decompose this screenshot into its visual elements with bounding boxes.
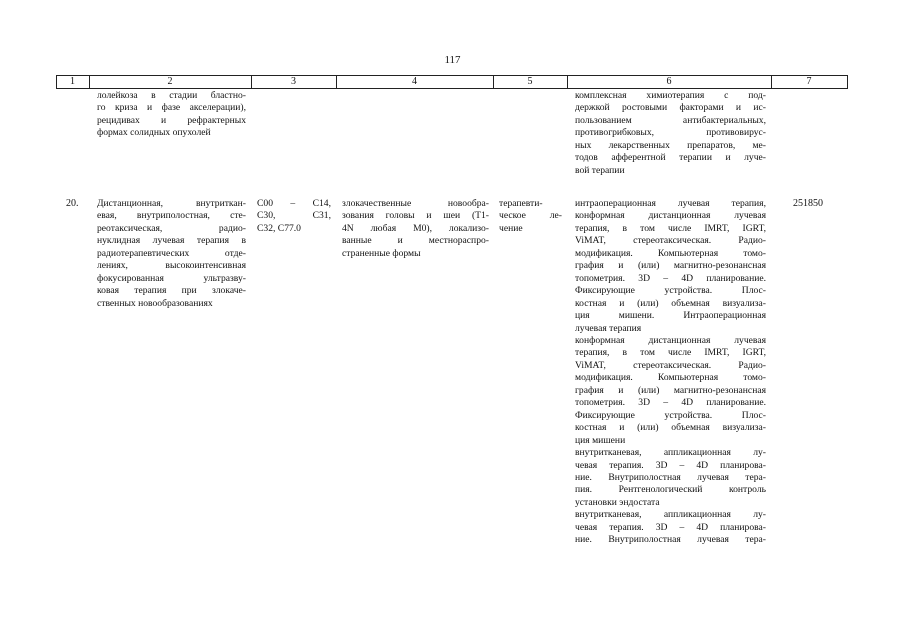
cell-line: C30, C31, [257,210,331,222]
cell-line: евая, внутриполостная, сте- [97,210,246,222]
cell-line: терапия, в том числе IMRT, IGRT, [575,347,766,359]
cell-line: лолейкоза в стадии бластно- [97,90,246,101]
row20-method-cell [575,198,766,547]
column-number-3: 3 [291,76,296,87]
column-number-6: 6 [666,76,672,87]
cell-line: графия и (или) магнитно-резонансная [575,260,766,272]
cell-line: C00 – C14, [257,198,331,209]
cell-line: ческое ле- [499,210,562,222]
cell-line: внутритканевая, аппликационная лу- [575,447,766,459]
cell-line: установки эндостата [575,496,660,508]
column-number-4: 4 [412,76,417,87]
row20-model-cell [342,198,489,260]
cell-line: пия. Рентгенологический контроль [575,484,766,496]
cell-line: противогрибковых, противовирус- [575,127,766,139]
cell-line: модификация. Компьютерная томо- [575,247,766,259]
cell-line: ние. Внутриполостная лучевая тера- [575,534,766,546]
cell-line: ственных новообразованиях [97,297,213,309]
cell-line: Фиксирующие устройства. Плос- [575,409,766,421]
column-number-5: 5 [527,76,533,87]
table-header-bottom-rule [56,88,848,89]
cell-line: нуклидная лучевая терапия в [97,235,246,247]
column-number-1: 1 [70,76,75,87]
cell-line: терапевти- [499,198,543,209]
cell-line: графия и (или) магнитно-резонансная [575,384,766,396]
cell-line: ковая терапия при злокаче- [97,285,246,297]
continuation-method-cell [575,90,766,177]
cell-line: рецидивах и рефрактерных [97,114,246,126]
column-number-2: 2 [167,76,173,87]
row-number: 20. [66,198,79,209]
cell-line: терапия, в том числе IMRT, IGRT, [575,222,766,234]
cell-line: лениях, высокоинтенсивная [97,260,246,272]
row20-icd-codes-cell [257,198,331,235]
cell-line: фокусированная ультразву- [97,272,246,284]
cell-line: конформная дистанционная лучевая [575,334,766,346]
cell-line: топометрия. 3D – 4D планирование. [575,272,766,284]
cell-line: держкой ростовыми факторами и ис- [575,102,766,114]
cell-line: радиотерапевтических отде- [97,247,246,259]
row20-name-cell [97,198,246,310]
continuation-diagnosis-cell [97,90,246,140]
cell-line: внутритканевая, аппликационная лу- [575,509,766,521]
page-number: 117 [444,54,461,66]
cell-line: костная и (или) объемная визуализа- [575,297,766,309]
cell-line: лучевая терапия [575,322,642,334]
row20-treatment-type-cell [499,198,562,235]
cell-line: ViMAT, стереотаксическая. Радио- [575,235,766,247]
cell-line: формах солидных опухолей [97,127,211,139]
cell-line: Дистанционная, внутриткан- [97,198,246,209]
cell-line: топометрия. 3D – 4D планирование. [575,397,766,409]
cell-line: интраоперационная лучевая терапия, [575,198,766,209]
row20-cost-cell: 251850 [793,198,823,209]
cell-line: 4N любая M0), локализо- [342,222,489,234]
cell-line: конформная дистанционная лучевая [575,210,766,222]
cell-line: ние. Внутриполостная лучевая тера- [575,471,766,483]
cell-line: пользованием антибактериальных, [575,114,766,126]
cell-line: Фиксирующие устройства. Плос- [575,285,766,297]
cell-line: зования головы и шеи (T1- [342,210,489,222]
cell-line: чевая терапия. 3D – 4D планирова- [575,459,766,471]
cell-line: модификация. Компьютерная томо- [575,372,766,384]
cell-line: страненные формы [342,247,421,259]
cell-line: вой терапии [575,164,625,176]
cell-line: костная и (или) объемная визуализа- [575,422,766,434]
column-number-7: 7 [806,76,812,87]
cell-line: чевая терапия. 3D – 4D планирова- [575,521,766,533]
cell-line: комплексная химиотерапия с под- [575,90,766,101]
cell-line: ванные и местнораспро- [342,235,489,247]
cell-line: тодов афферентной терапии и луче- [575,152,766,164]
cell-line: ViMAT, стереотаксическая. Радио- [575,359,766,371]
cell-line: чение [499,222,523,234]
cell-line: го криза и фазе акселерации), [97,102,246,114]
column-divider [847,75,848,89]
cell-line: злокачественные новообра- [342,198,489,209]
cell-line: ных лекарственных препаратов, ме- [575,139,766,151]
cell-line: C32, C77.0 [257,222,301,234]
cell-line: реотаксическая, радио- [97,222,246,234]
cell-line: ция мишени [575,434,626,446]
cell-line: ция мишени. Интраоперационная [575,310,766,322]
